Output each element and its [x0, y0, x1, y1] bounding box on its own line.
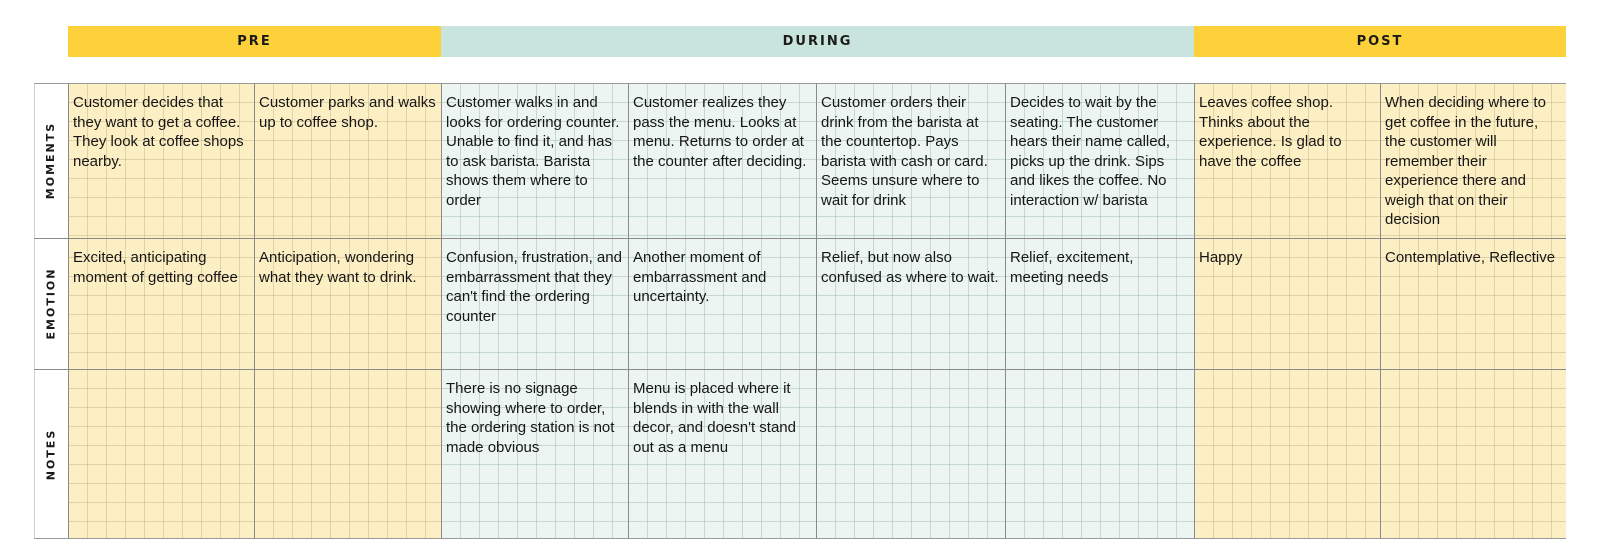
row-label-emotion: EMOTION: [44, 267, 58, 340]
journey-map-grid: [34, 83, 1566, 539]
column-divider: [441, 83, 442, 539]
grid-outline: [34, 83, 1566, 539]
column-divider: [1005, 83, 1006, 539]
phase-header-during: DURING: [441, 26, 1194, 57]
emotion-cell-4: Another moment of embarrassment and uncertainty.: [628, 238, 816, 369]
emotion-cell-2: Anticipation, wondering what they want to drink.: [254, 238, 441, 369]
moments-cell-1: Customer decides that they want to get a coffee. They look at coffee shops nearby.: [68, 83, 254, 238]
emotion-cell-8: Contemplative, Reflective: [1380, 238, 1566, 369]
phase-header-post: POST: [1194, 26, 1566, 57]
row-label-moments: MOMENTS: [44, 121, 58, 200]
emotion-cell-3: Confusion, frustration, and embarrassment that they can't find the ordering counter: [441, 238, 628, 369]
moments-cell-7: Leaves coffee shop. Thinks about the experience. Is glad to have the coffee: [1194, 83, 1380, 238]
emotion-cell-6: Relief, excitement, meeting needs: [1005, 238, 1194, 369]
row-divider: [34, 238, 1566, 239]
moments-cell-6: Decides to wait by the seating. The customer hears their name called, picks up the drink. Sips and likes the coffee. No interaction w/ barista: [1005, 83, 1194, 238]
moments-cell-2: Customer parks and walks up to coffee shop.: [254, 83, 441, 238]
column-divider: [68, 83, 69, 539]
emotion-cell-7: Happy: [1194, 238, 1380, 369]
emotion-cell-1: Excited, anticipating moment of getting coffee: [68, 238, 254, 369]
phase-header-pre: PRE: [68, 26, 441, 57]
moments-cell-4: Customer realizes they pass the menu. Looks at menu. Returns to order at the counter after deciding.: [628, 83, 816, 238]
column-divider: [1194, 83, 1195, 539]
column-divider: [254, 83, 255, 539]
moments-cell-5: Customer orders their drink from the barista at the countertop. Pays barista with cash or card. Seems unsure where to wait for drink: [816, 83, 1005, 238]
column-divider: [628, 83, 629, 539]
notes-cell-4: Menu is placed where it blends in with the wall decor, and doesn't stand out as a menu: [628, 369, 816, 539]
row-label-notes: NOTES: [44, 428, 58, 480]
emotion-cell-5: Relief, but now also confused as where to wait.: [816, 238, 1005, 369]
row-divider: [34, 369, 1566, 370]
notes-cell-3: There is no signage showing where to order, the ordering station is not made obvious: [441, 369, 628, 539]
column-divider: [1380, 83, 1381, 539]
moments-cell-3: Customer walks in and looks for ordering counter. Unable to find it, and has to ask barista. Barista shows them where to order: [441, 83, 628, 238]
moments-cell-8: When deciding where to get coffee in the future, the customer will remember their experience there and weigh that on their decision: [1380, 83, 1566, 238]
column-divider: [816, 83, 817, 539]
